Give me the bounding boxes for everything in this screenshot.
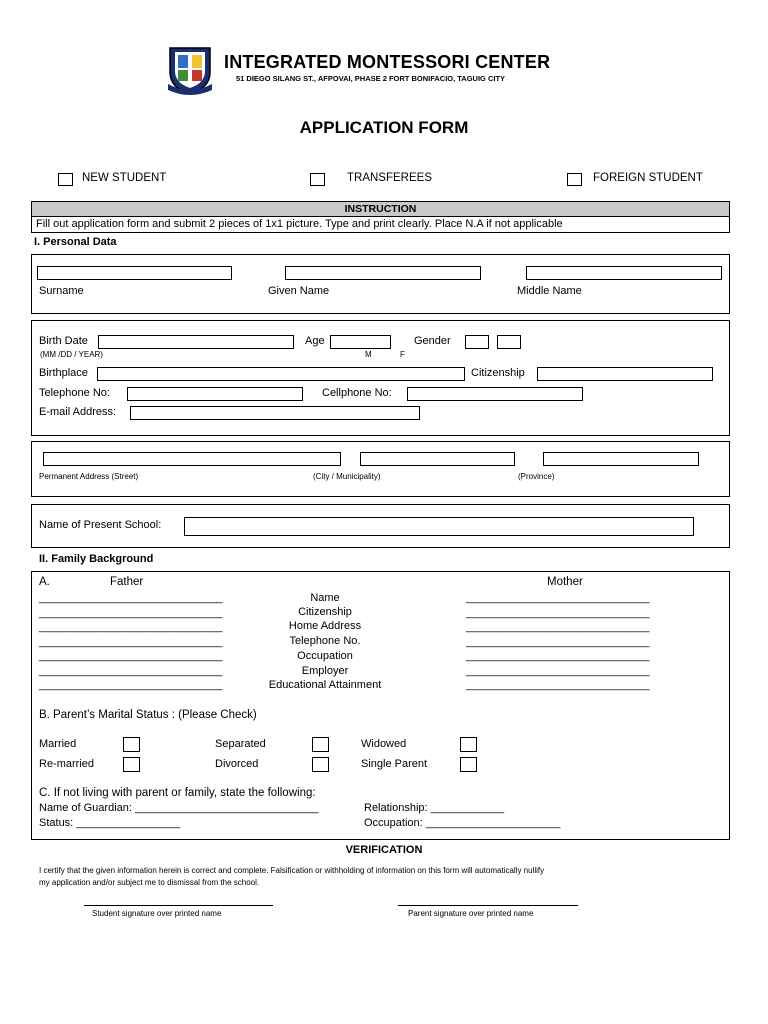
- middle-name-field[interactable]: [526, 266, 722, 280]
- student-signature-label: Student signature over printed name: [92, 909, 222, 918]
- cellphone-field[interactable]: [407, 387, 583, 401]
- single-parent-checkbox[interactable]: [460, 757, 477, 772]
- mother-address-line[interactable]: ______________________________: [466, 621, 650, 633]
- middle-name-label: Middle Name: [517, 285, 582, 297]
- school-crest-icon: [166, 44, 214, 96]
- age-label: Age: [305, 335, 325, 347]
- email-field[interactable]: [130, 406, 420, 420]
- family-field-employer: Employer: [301, 665, 349, 677]
- mother-employer-line[interactable]: ______________________________: [466, 665, 650, 677]
- mother-occupation-line[interactable]: ______________________________: [466, 650, 650, 662]
- email-label: E-mail Address:: [39, 406, 117, 418]
- student-signature-line[interactable]: [84, 905, 273, 906]
- city-field[interactable]: [360, 452, 515, 466]
- widowed-checkbox[interactable]: [460, 737, 477, 752]
- given-name-label: Given Name: [268, 285, 330, 297]
- telephone-label: Telephone No:: [39, 387, 110, 399]
- birthplace-field[interactable]: [97, 367, 465, 381]
- family-field-home-address: Home Address: [288, 620, 362, 632]
- father-employer-line[interactable]: ______________________________: [39, 665, 223, 677]
- address-section: [31, 441, 730, 497]
- family-field-citizenship: Citizenship: [298, 606, 352, 618]
- separated-checkbox[interactable]: [312, 737, 329, 752]
- family-heading: II. Family Background: [39, 553, 154, 565]
- family-field-education: Educational Attainment: [268, 679, 382, 691]
- mother-name-line[interactable]: ______________________________: [466, 592, 650, 604]
- section-a-label: A.: [39, 576, 50, 588]
- school-logo: [166, 44, 214, 96]
- guardian-occupation-line[interactable]: Occupation: ______________________: [364, 817, 561, 829]
- gender-f-box[interactable]: [497, 335, 521, 349]
- guardian-heading: C. If not living with parent or family, state the following:: [39, 787, 316, 799]
- divorced-checkbox[interactable]: [312, 757, 329, 772]
- verification-text-1: I certify that the given information herein is correct and complete. Falsification or withholding of information on this form will automatically nullify: [39, 866, 545, 875]
- father-education-line[interactable]: ______________________________: [39, 679, 223, 691]
- marital-status-heading: B. Parent’s Marital Status : (Please Check): [39, 709, 257, 721]
- foreign-student-checkbox[interactable]: [567, 173, 582, 186]
- personal-data-heading: I. Personal Data: [34, 236, 117, 248]
- verification-text-2: my application and/or subject me to dismissal from the school.: [39, 878, 260, 887]
- surname-label: Surname: [39, 285, 84, 297]
- verification-heading: VERIFICATION: [345, 844, 423, 856]
- married-checkbox[interactable]: [123, 737, 140, 752]
- city-label: (City / Municipality): [313, 472, 381, 481]
- remarried-label: Re-married: [39, 758, 95, 770]
- page-title: APPLICATION FORM: [299, 118, 469, 137]
- single-parent-label: Single Parent: [361, 758, 428, 770]
- telephone-field[interactable]: [127, 387, 303, 401]
- relationship-line[interactable]: Relationship: ____________: [364, 802, 505, 814]
- present-school-label: Name of Present School:: [39, 519, 162, 531]
- gender-m-label: M: [365, 350, 372, 359]
- new-student-label: NEW STUDENT: [82, 172, 167, 184]
- street-field[interactable]: [43, 452, 341, 466]
- guardian-name-line[interactable]: Name of Guardian: ______________________________: [39, 802, 319, 814]
- birth-date-field[interactable]: [98, 335, 294, 349]
- gender-m-box[interactable]: [465, 335, 489, 349]
- mother-education-line[interactable]: ______________________________: [466, 679, 650, 691]
- citizenship-field[interactable]: [537, 367, 713, 381]
- surname-field[interactable]: [37, 266, 232, 280]
- father-telephone-line[interactable]: ______________________________: [39, 636, 223, 648]
- province-field[interactable]: [543, 452, 699, 466]
- mother-heading: Mother: [547, 576, 583, 588]
- father-name-line[interactable]: ______________________________: [39, 592, 223, 604]
- school-name: INTEGRATED MONTESSORI CENTER: [224, 52, 551, 72]
- parent-signature-label: Parent signature over printed name: [408, 909, 534, 918]
- family-field-telephone: Telephone No.: [289, 635, 361, 647]
- widowed-label: Widowed: [361, 738, 407, 750]
- school-address: 51 DIEGO SILANG ST., AFPOVAI, PHASE 2 FORT BONIFACIO, TAGUIG CITY: [236, 74, 506, 83]
- cellphone-label: Cellphone No:: [322, 387, 392, 399]
- instruction-heading: INSTRUCTION: [32, 202, 729, 217]
- transferees-label: TRANSFEREES: [347, 172, 432, 184]
- gender-label: Gender: [414, 335, 451, 347]
- present-school-field[interactable]: [184, 517, 694, 536]
- province-label: (Province): [518, 472, 555, 481]
- father-occupation-line[interactable]: ______________________________: [39, 650, 223, 662]
- parent-signature-line[interactable]: [398, 905, 578, 906]
- family-field-occupation: Occupation: [297, 650, 353, 662]
- father-heading: Father: [110, 576, 144, 588]
- new-student-checkbox[interactable]: [58, 173, 73, 186]
- age-field[interactable]: [330, 335, 391, 349]
- divorced-label: Divorced: [215, 758, 259, 770]
- citizenship-label: Citizenship: [471, 367, 525, 379]
- transferees-checkbox[interactable]: [310, 173, 325, 186]
- given-name-field[interactable]: [285, 266, 481, 280]
- gender-f-label: F: [400, 350, 405, 359]
- birth-date-label: Birth Date: [39, 335, 88, 347]
- remarried-checkbox[interactable]: [123, 757, 140, 772]
- mother-telephone-line[interactable]: ______________________________: [466, 636, 650, 648]
- name-section: [31, 254, 730, 314]
- street-label: Permanent Address (Street): [39, 472, 139, 481]
- married-label: Married: [39, 738, 77, 750]
- birthplace-label: Birthplace: [39, 367, 88, 379]
- status-line[interactable]: Status: _________________: [39, 817, 181, 829]
- instruction-box: [31, 201, 730, 233]
- date-format-hint: (MM /DD / YEAR): [40, 350, 103, 359]
- father-address-line[interactable]: ______________________________: [39, 621, 223, 633]
- foreign-student-label: FOREIGN STUDENT: [593, 172, 703, 184]
- father-citizenship-line[interactable]: ______________________________: [39, 607, 223, 619]
- instruction-text: Fill out application form and submit 2 pieces of 1x1 picture. Type and print clearly. Place N.A if not applicable: [36, 218, 563, 230]
- separated-label: Separated: [215, 738, 266, 750]
- mother-citizenship-line[interactable]: ______________________________: [466, 607, 650, 619]
- family-field-name: Name: [310, 592, 340, 604]
